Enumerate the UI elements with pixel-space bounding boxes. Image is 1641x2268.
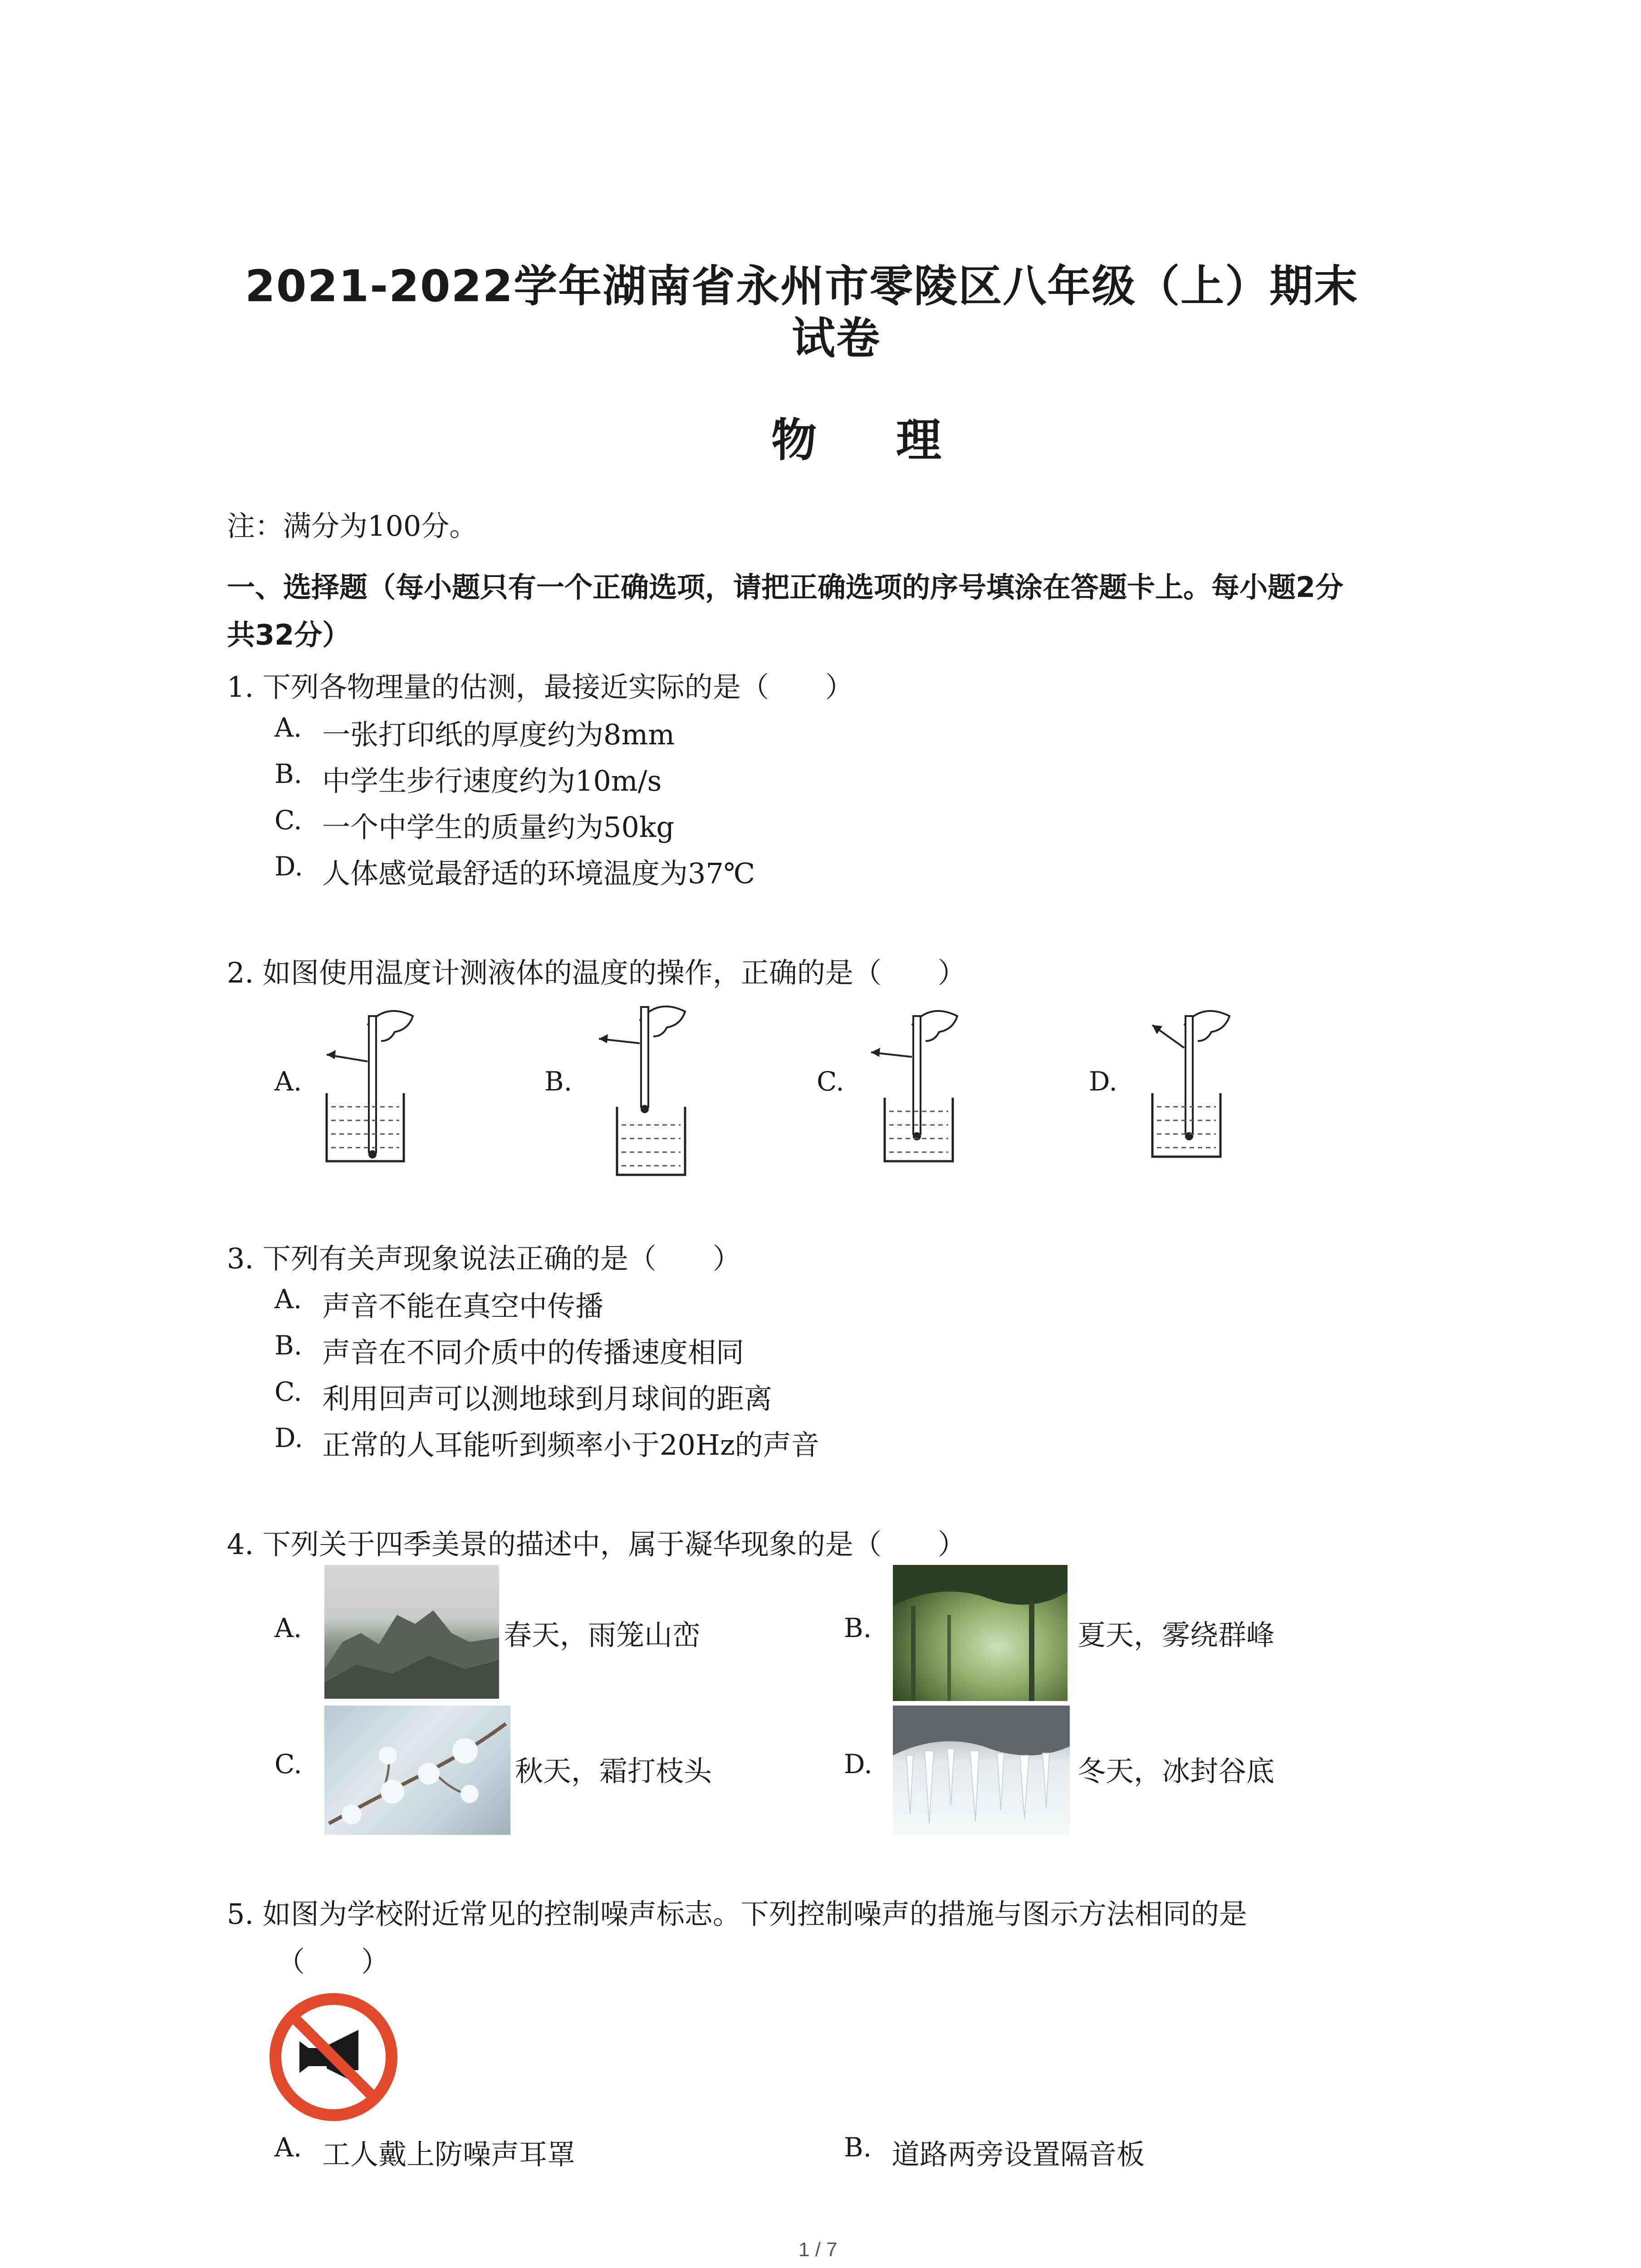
- page-number: 1 / 7: [798, 2239, 838, 2261]
- score-note: 注：满分为100分。: [227, 509, 478, 543]
- question-2-stem: 2. 如图使用温度计测液体的温度的操作，正确的是（ ）: [227, 956, 966, 989]
- q4-option-d-text: 冬天，冰封谷底: [1078, 1755, 1275, 1788]
- frosted-branch-photo: [324, 1706, 510, 1835]
- q2-option-d-letter: D.: [1089, 1066, 1117, 1097]
- q3-option-a-text: 声音不能在真空中传播: [322, 1290, 604, 1323]
- q1-option-c-letter: C.: [274, 805, 302, 836]
- q1-option-b-letter: B.: [274, 758, 303, 789]
- thermometer-figure-b: [590, 993, 708, 1184]
- q1-option-d-text: 人体感觉最舒适的环境温度为37℃: [322, 857, 755, 890]
- section-heading-line1: 一、选择题（每小题只有一个正确选项，请把正确选项的序号填涂在答题卡上。每小题2分: [227, 571, 1344, 604]
- q2-option-b-letter: B.: [544, 1066, 573, 1097]
- question-4-stem: 4. 下列关于四季美景的描述中，属于凝华现象的是（ ）: [227, 1528, 966, 1561]
- misty-mountain-photo: [324, 1565, 499, 1699]
- page-title-line2: 试卷: [792, 313, 881, 364]
- q5-option-a-letter: A.: [274, 2132, 302, 2163]
- question-5-stem-line2: （ ）: [277, 1945, 390, 1978]
- q3-option-d-text: 正常的人耳能听到频率小于20Hz的声音: [322, 1428, 819, 1461]
- page-title-line1: 2021-2022学年湖南省永州市零陵区八年级（上）期末: [245, 261, 1359, 312]
- q5-option-a-text: 工人戴上防噪声耳罩: [322, 2138, 576, 2171]
- q3-option-a-letter: A.: [274, 1284, 302, 1315]
- subject-title: 物 理: [771, 414, 973, 467]
- question-1-stem: 1. 下列各物理量的估测，最接近实际的是（ ）: [227, 670, 853, 704]
- thermometer-figure-d: [1134, 998, 1252, 1170]
- q4-option-d-letter: D.: [844, 1749, 872, 1779]
- q4-option-c-text: 秋天，霜打枝头: [515, 1755, 712, 1788]
- q4-option-b-letter: B.: [844, 1613, 872, 1643]
- q3-option-c-text: 利用回声可以测地球到月球间的距离: [322, 1382, 773, 1415]
- question-5-stem: 5. 如图为学校附近常见的控制噪声标志。下列控制噪声的措施与图示方法相同的是: [227, 1897, 1247, 1931]
- q4-option-a-text: 春天，雨笼山峦: [504, 1618, 701, 1652]
- thermometer-figure-c: [862, 998, 980, 1170]
- q4-option-b-text: 夏天，雾绕群峰: [1078, 1618, 1275, 1652]
- q4-option-c-letter: C.: [274, 1749, 302, 1779]
- q4-option-a-letter: A.: [274, 1613, 302, 1643]
- q5-option-b-letter: B.: [844, 2132, 872, 2163]
- q1-option-d-letter: D.: [274, 851, 303, 882]
- q1-option-a-letter: A.: [274, 712, 302, 743]
- q5-option-b-text: 道路两旁设置隔音板: [892, 2138, 1145, 2171]
- icicles-photo: [893, 1706, 1070, 1835]
- q3-option-c-letter: C.: [274, 1376, 302, 1407]
- thermometer-figure-a: [318, 998, 436, 1170]
- q3-option-d-letter: D.: [274, 1422, 303, 1453]
- no-horn-sign-icon: [268, 1991, 399, 2123]
- q2-option-c-letter: C.: [817, 1066, 844, 1097]
- question-3-stem: 3. 下列有关声现象说法正确的是（ ）: [227, 1242, 741, 1275]
- q2-option-a-letter: A.: [274, 1066, 302, 1097]
- q3-option-b-text: 声音在不同介质中的传播速度相同: [322, 1336, 745, 1369]
- q3-option-b-letter: B.: [274, 1330, 303, 1361]
- foggy-forest-photo: [893, 1565, 1068, 1701]
- section-heading-line2: 共32分）: [227, 618, 351, 651]
- q1-option-a-text: 一张打印纸的厚度约为8mm: [322, 718, 675, 751]
- q1-option-b-text: 中学生步行速度约为10m/s: [322, 764, 662, 797]
- q1-option-c-text: 一个中学生的质量约为50kg: [322, 811, 675, 844]
